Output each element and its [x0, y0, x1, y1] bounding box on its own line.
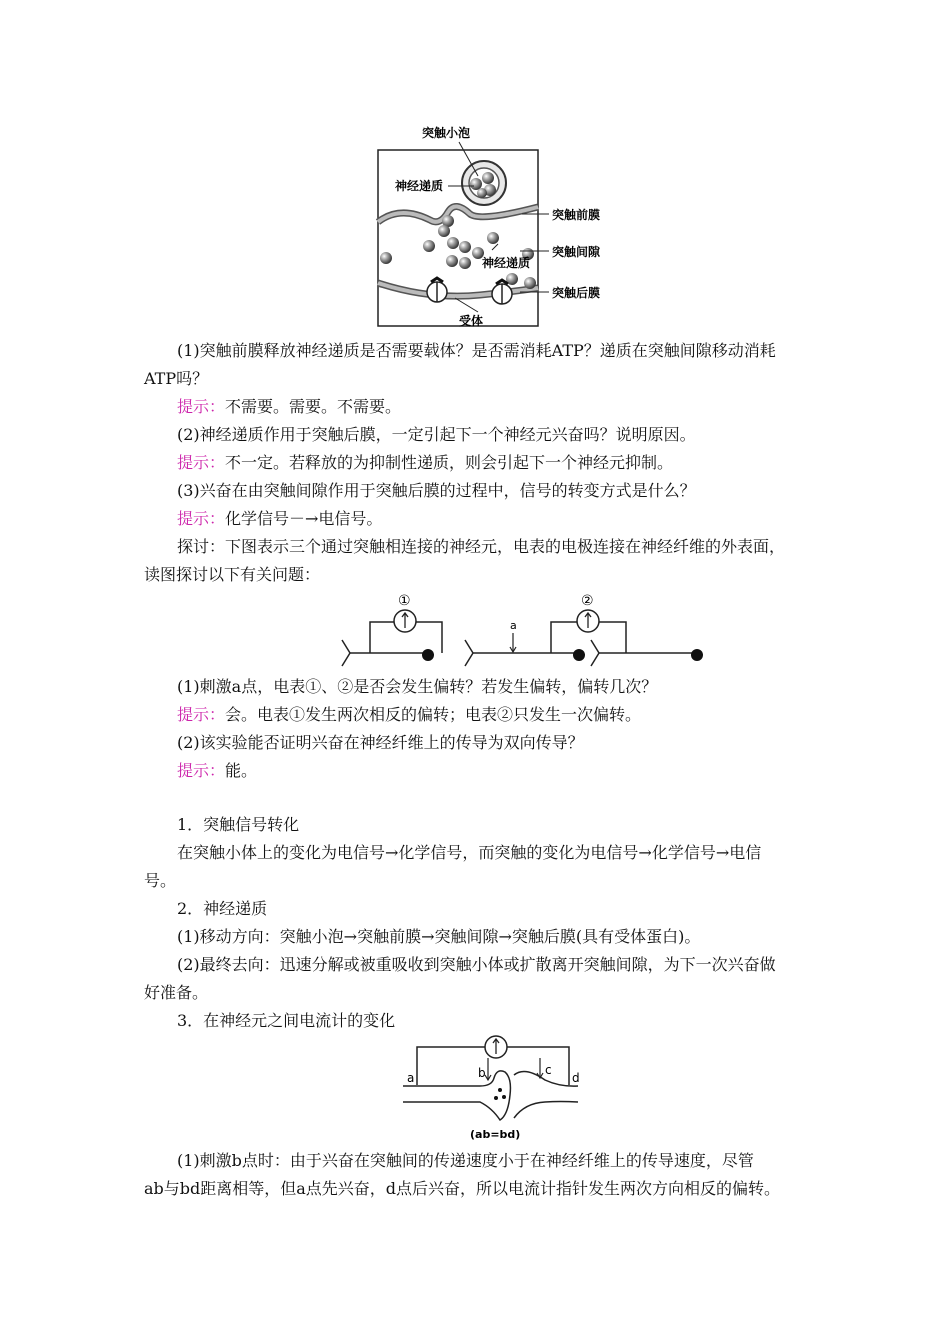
- section-3-title: 3．在神经元之间电流计的变化: [177, 1011, 396, 1030]
- section-1-title: 1．突触信号转化: [177, 815, 300, 834]
- section-3-point1-line1: (1)刺激b点时：由于兴奋在突触间的传递速度小于在神经纤维上的传导速度，尽管: [177, 1151, 754, 1170]
- hint-label: 提示：: [177, 509, 226, 528]
- answer-1-text: 不需要。需要。不需要。: [225, 397, 402, 416]
- section-3-point1-line2: ab与bd距离相等，但a点先兴奋，d点后兴奋，所以电流计指针发生两次方向相反的偏转。: [144, 1179, 781, 1198]
- label-transmitter-top: 神经递质: [395, 179, 444, 193]
- section-2-point2-line1: (2)最终去向：迅速分解或被重吸收到突触小体或扩散离开突触间隙，为下一次兴奋做: [177, 955, 776, 974]
- hint-label: 提示：: [177, 453, 226, 472]
- point-a: a: [407, 1071, 415, 1085]
- discussion-a1-text: 会。电表①发生两次相反的偏转；电表②只发生一次偏转。: [225, 705, 642, 724]
- point-b: b: [478, 1066, 486, 1080]
- question-1-line1: (1)突触前膜释放神经递质是否需要载体？是否需消耗ATP？递质在突触间隙移动消耗: [177, 341, 776, 360]
- label-receptor: 受体: [459, 314, 484, 328]
- discussion-q1: (1)刺激a点，电表①、②是否会发生偏转？若发生偏转，偏转几次？: [177, 677, 658, 696]
- meter-2-label: ②: [581, 593, 594, 609]
- hint-label: 提示：: [177, 705, 226, 724]
- discussion-a2-text: 能。: [225, 761, 258, 780]
- section-1-line1: 在突触小体上的变化为电信号→化学信号，而突触的变化为电信号→化学信号→电信: [177, 843, 762, 862]
- answer-3-text: 化学信号－→电信号。: [225, 509, 383, 528]
- discussion-line2: 读图探讨以下有关问题：: [144, 565, 321, 584]
- label-transmitter-cleft: 神经递质: [482, 256, 531, 270]
- question-1-line2: ATP吗？: [144, 369, 209, 388]
- question-3: (3)兴奋在由突触间隙作用于突触后膜的过程中，信号的转变方式是什么？: [177, 481, 696, 500]
- label-presynaptic: 突触前膜: [552, 208, 601, 222]
- point-c: c: [545, 1063, 552, 1077]
- figure-caption: (ab=bd): [470, 1128, 521, 1141]
- label-vesicle: 突触小泡: [422, 126, 471, 140]
- point-a-label: a: [510, 619, 517, 632]
- label-cleft: 突触间隙: [552, 245, 601, 259]
- answer-2-text: 不一定。若释放的为抑制性递质，则会引起下一个神经元抑制。: [225, 453, 674, 472]
- meter-1-label: ①: [398, 593, 411, 609]
- label-postsynaptic: 突触后膜: [552, 286, 601, 300]
- point-d: d: [572, 1071, 580, 1085]
- section-2-point2-line2: 好准备。: [144, 983, 209, 1002]
- section-1-line2: 号。: [144, 871, 177, 890]
- section-2-title: 2．神经递质: [177, 899, 268, 918]
- discussion-q2: (2)该实验能否证明兴奋在神经纤维上的传导为双向传导？: [177, 733, 584, 752]
- section-2-point1: (1)移动方向：突触小泡→突触前膜→突触间隙→突触后膜(具有受体蛋白)。: [177, 927, 701, 946]
- hint-label: 提示：: [177, 761, 226, 780]
- discussion-line1: 探讨：下图表示三个通过突触相连接的神经元，电表的电极连接在神经纤维的外表面，: [177, 537, 786, 556]
- question-2: (2)神经递质作用于突触后膜，一定引起下一个神经元兴奋吗？说明原因。: [177, 425, 696, 444]
- hint-label: 提示：: [177, 397, 226, 416]
